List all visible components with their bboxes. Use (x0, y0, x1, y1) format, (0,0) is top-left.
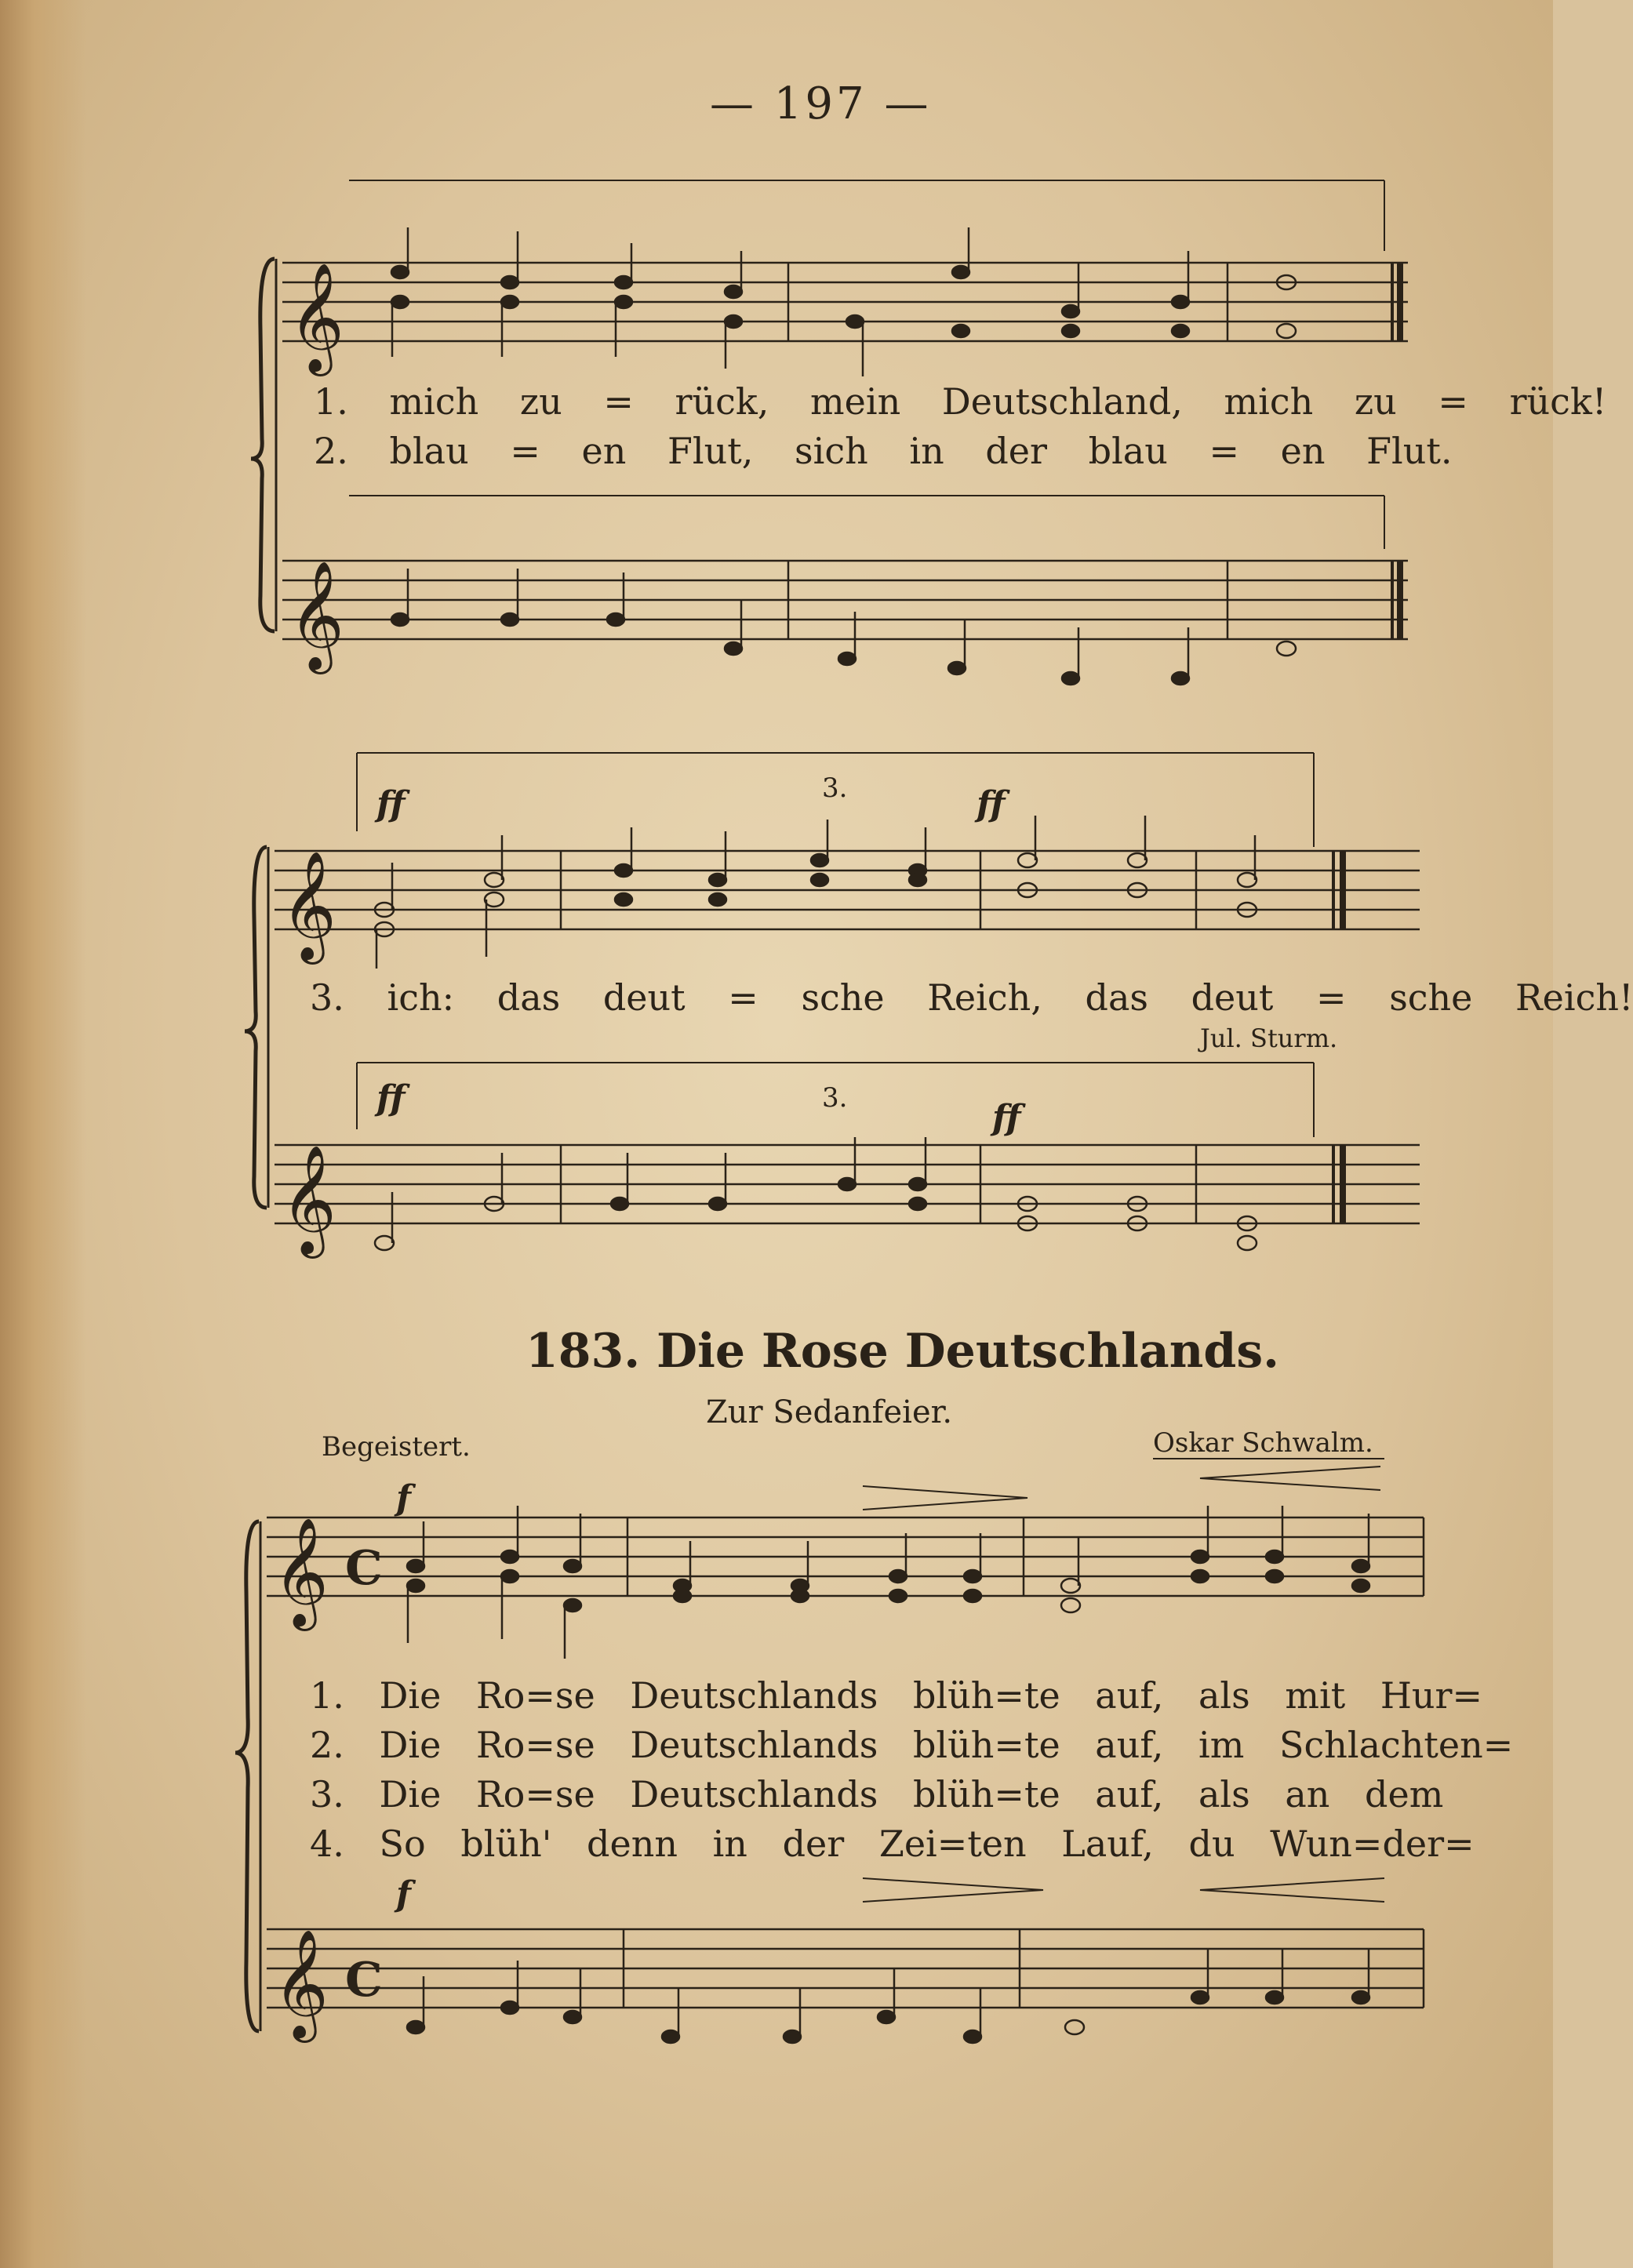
system-2-dynamic-bass: ff (376, 1078, 406, 1118)
system-1-verse-2: 2. blau = en Flut, sich in der blau = en Flut. (314, 430, 1453, 472)
svg-text:𝄞: 𝄞 (289, 263, 344, 372)
system-2-dynamic-treble-2: ff (977, 784, 1006, 824)
song-title: Die Rose Deutschlands. (656, 1324, 1280, 1379)
song-number: 183. (526, 1324, 641, 1379)
svg-text:𝄞: 𝄞 (289, 561, 344, 670)
page-number: — 197 — (710, 78, 932, 129)
song-verse-4: 4. So blüh' denn in der Zei=ten Lauf, du Wun=der= (310, 1823, 1475, 1865)
svg-text:𝄞: 𝄞 (281, 851, 336, 960)
tempo-marking: Begeistert. (322, 1431, 471, 1463)
svg-text:𝄞: 𝄞 (273, 1929, 329, 2038)
song-dynamic-bass: f (396, 1874, 411, 1914)
system-1-bass-staff (282, 561, 1408, 639)
system-2-dynamic-bass-2: ff (992, 1098, 1021, 1138)
song-verse-1: 1. Die Ro=se Deutschlands blüh=te auf, als mit Hur= (310, 1674, 1483, 1717)
svg-text:C: C (345, 1541, 383, 1596)
song-dynamic-treble: f (396, 1478, 411, 1518)
system-1-brace (251, 259, 276, 631)
song-subtitle: Zur Sedanfeier. (706, 1394, 953, 1430)
song-verse-2: 2. Die Ro=se Deutschlands blüh=te auf, im Schlachten= (310, 1724, 1514, 1766)
song-heading (526, 1324, 1279, 1379)
system-2-tuplet-bass: 3. (822, 1082, 848, 1114)
svg-text:𝄞: 𝄞 (273, 1517, 329, 1626)
system-2-verse-3: 3. ich: das deut = sche Reich, das deut = sche Reich! (310, 976, 1633, 1019)
system-1-treble-staff (282, 263, 1408, 341)
svg-text:C: C (345, 1953, 383, 2008)
lyricist-credit: Jul. Sturm. (1200, 1023, 1338, 1053)
composer-credit: Oskar Schwalm. (1153, 1427, 1373, 1459)
song-verse-3: 3. Die Ro=se Deutschlands blüh=te auf, als an dem (310, 1773, 1444, 1815)
system-2-dynamic-treble: ff (376, 784, 406, 824)
svg-text:𝄞: 𝄞 (281, 1145, 336, 1254)
system-2-tuplet-treble: 3. (822, 772, 848, 804)
system-1-verse-1: 1. mich zu = rück, mein Deutschland, mich zu = rück! (314, 380, 1607, 423)
